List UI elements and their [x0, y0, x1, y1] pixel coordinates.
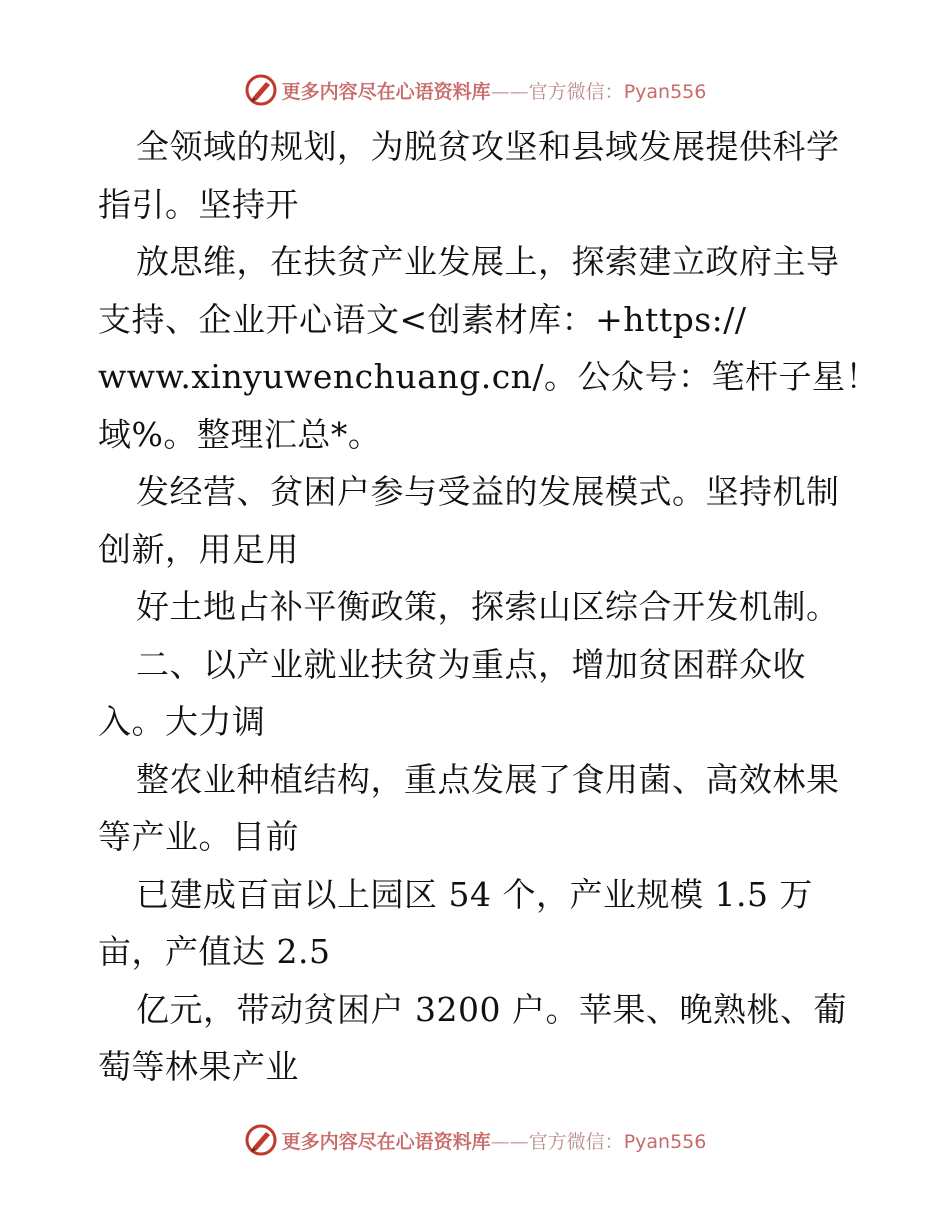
text-line: 放思维，在扶贫产业发展上，探索建立政府主导: [136, 242, 840, 281]
text-line: 整农业种植结构，重点发展了食用菌、高效林果: [136, 759, 840, 799]
text-line: 二、以产业就业扶贫为重点，增加贫困群众收: [136, 644, 806, 684]
pen-logo-icon: [244, 1123, 278, 1157]
watermark-text: [282, 77, 707, 104]
text-line: 萄等林果产业: [98, 1047, 299, 1086]
watermark-wechat-label: 官方微信：: [528, 1130, 624, 1153]
text-line: 全领域的规划，为脱贫攻坚和县域发展提供科学: [136, 127, 840, 166]
watermark-dash: ——: [490, 80, 529, 103]
text-line: www.xinyuwenchuang.cn/。公众号：笔杆子星！: [98, 357, 880, 396]
header-watermark-banner: [0, 70, 950, 110]
text-line: 已建成百亩以上园区 54 个，产业规模 1.5 万: [136, 874, 813, 914]
watermark-text: [282, 1127, 707, 1154]
document-body: [98, 118, 880, 1096]
watermark-lead: 更多内容尽在心语资料库: [281, 80, 491, 103]
footer-watermark-banner: [0, 1120, 950, 1160]
text-line: 创新，用足用: [98, 529, 299, 569]
watermark-dash: ——: [490, 1130, 529, 1153]
pen-logo-icon: [244, 73, 278, 107]
text-line: 指引。坚持开: [98, 184, 299, 224]
text-line: 好土地占补平衡政策，探索山区综合开发机制。: [136, 587, 840, 626]
text-line: 等产业。目前: [98, 817, 299, 856]
text-line: 域%。整理汇总*。: [98, 414, 382, 454]
text-line: 亿元，带动贫困户 3200 户。苹果、晚熟桃、葡: [136, 989, 847, 1029]
watermark-wechat-id: Pyan556: [623, 1130, 707, 1153]
watermark-wechat-label: 官方微信：: [528, 80, 624, 103]
text-line: 亩，产值达 2.5: [98, 932, 331, 971]
text-line: 支持、企业开心语文<创素材库：+https://: [98, 299, 747, 339]
text-line: 入。大力调: [98, 702, 266, 741]
text-line: 发经营、贫困户参与受益的发展模式。坚持机制: [136, 472, 840, 511]
watermark-lead: 更多内容尽在心语资料库: [281, 1130, 491, 1153]
watermark-wechat-id: Pyan556: [623, 80, 707, 103]
